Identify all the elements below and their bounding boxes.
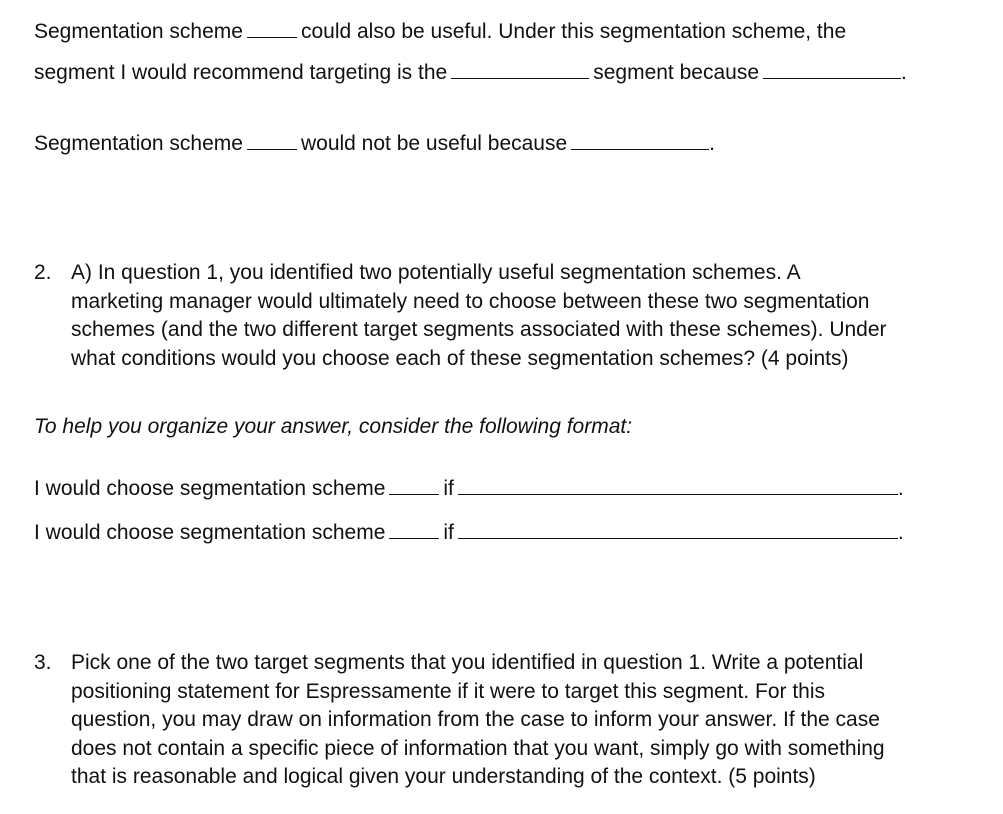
choice1-end: . [897, 477, 904, 500]
q3-line: question, you may draw on information from the case to inform your answer. If the case [71, 708, 880, 731]
segmentation-line-3 [34, 129, 715, 157]
choice2-end: . [897, 521, 904, 544]
line2-text-a: segment I would recommend targeting is the [34, 61, 448, 84]
choice2-condition-blank[interactable] [458, 518, 898, 539]
q3-line: that is reasonable and logical given your understanding of the context. (5 points) [71, 765, 816, 788]
question-3-number: 3. [34, 651, 52, 674]
q2-line: schemes (and the two different target segments associated with these schemes). Under [71, 318, 887, 341]
choice1-if: if [443, 477, 454, 500]
q2-line: A) In question 1, you identified two potentially useful segmentation schemes. A [71, 261, 801, 284]
reason-blank-2[interactable] [571, 129, 709, 150]
question-2-text [71, 259, 887, 373]
choice-line-2 [34, 518, 904, 546]
segmentation-line-2 [34, 58, 907, 86]
segmentation-line-1 [34, 17, 846, 45]
choice2-scheme-blank[interactable] [389, 518, 439, 539]
question-2-number: 2. [34, 261, 52, 284]
choice2-if: if [443, 521, 454, 544]
line3-text-b: would not be useful because [300, 132, 568, 155]
line2-text-b: segment because [593, 61, 759, 84]
line2-end: . [901, 61, 907, 84]
choice1-scheme-blank[interactable] [389, 474, 439, 495]
line1-text-a: Segmentation scheme [34, 20, 243, 43]
q2-line: what conditions would you choose each of these segmentation schemes? (4 points) [71, 346, 849, 370]
line1-text-b: could also be useful. Under this segmentation scheme, the [300, 20, 847, 43]
line3-end: . [709, 132, 716, 155]
scheme-blank-2[interactable] [247, 129, 297, 150]
q3-line: Pick one of the two target segments that you identified in question 1. Write a potential [71, 651, 864, 674]
q2-line: marketing manager would ultimately need to choose between these two segmentation [71, 289, 870, 313]
choice2-text-a: I would choose segmentation scheme [34, 521, 386, 544]
format-hint: To help you organize your answer, consider the following format: [34, 415, 633, 438]
choice-line-1 [34, 474, 904, 502]
reason-blank[interactable] [763, 58, 901, 79]
segment-blank[interactable] [451, 58, 589, 79]
line3-text-a: Segmentation scheme [34, 132, 243, 155]
q3-line: positioning statement for Espressamente if it were to target this segment. For this [71, 679, 826, 703]
question-3-text [71, 649, 885, 792]
choice1-text-a: I would choose segmentation scheme [34, 477, 386, 500]
scheme-blank[interactable] [247, 17, 297, 38]
q3-line: does not contain a specific piece of information that you want, simply go with something [71, 736, 885, 760]
choice1-condition-blank[interactable] [458, 474, 898, 495]
